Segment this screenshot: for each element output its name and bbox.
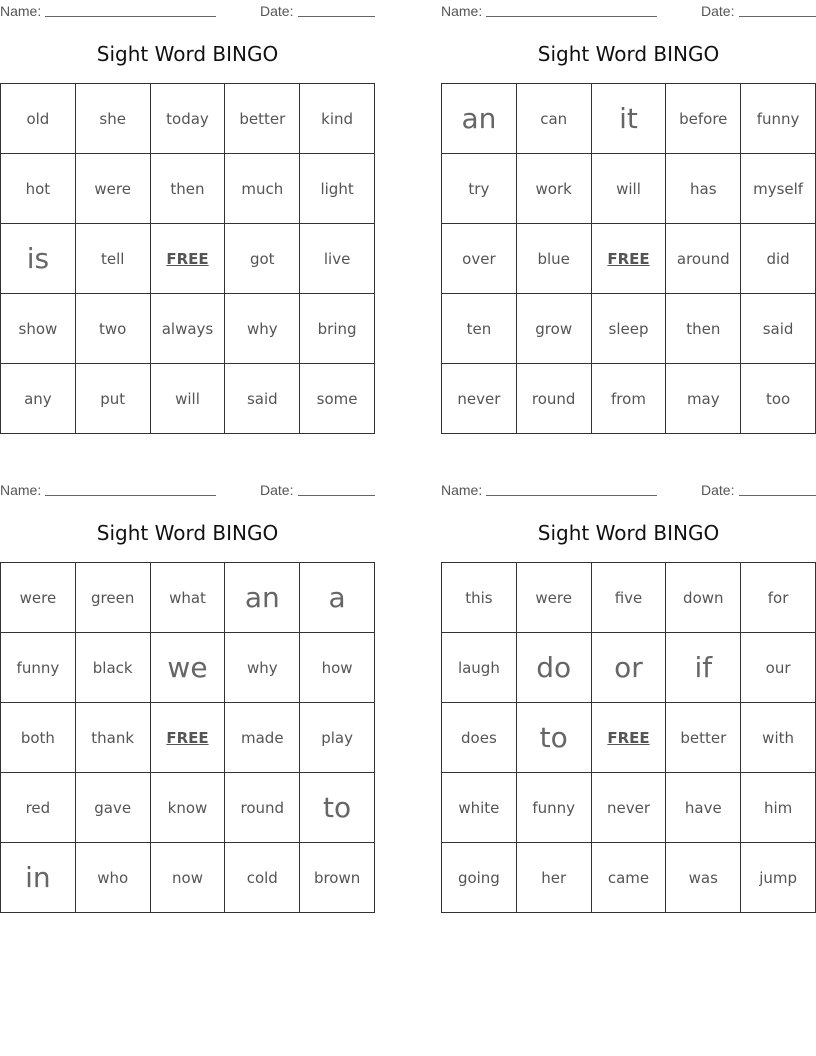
- word-cell: or: [592, 633, 667, 703]
- word-cell: funny: [1, 633, 76, 703]
- word-cell: why: [225, 294, 300, 364]
- word-cell: two: [76, 294, 151, 364]
- word-cell: then: [666, 294, 741, 364]
- name-date-row: [0, 0, 375, 22]
- free-space-cell: FREE: [592, 703, 667, 773]
- word-cell: blue: [517, 224, 592, 294]
- word-cell: our: [741, 633, 816, 703]
- word-cell: jump: [741, 843, 816, 913]
- word-cell: her: [517, 843, 592, 913]
- word-cell: who: [76, 843, 151, 913]
- word-cell: down: [666, 563, 741, 633]
- word-cell: red: [1, 773, 76, 843]
- word-cell: show: [1, 294, 76, 364]
- word-cell: black: [76, 633, 151, 703]
- word-cell: now: [151, 843, 226, 913]
- word-cell: better: [225, 84, 300, 154]
- bingo-grid: [0, 83, 375, 434]
- free-space-cell: FREE: [151, 224, 226, 294]
- word-cell: kind: [300, 84, 375, 154]
- word-cell: old: [1, 84, 76, 154]
- word-cell: both: [1, 703, 76, 773]
- word-cell: do: [517, 633, 592, 703]
- word-cell: how: [300, 633, 375, 703]
- word-cell: will: [151, 364, 226, 434]
- word-cell: thank: [76, 703, 151, 773]
- word-cell: laugh: [442, 633, 517, 703]
- word-cell: him: [741, 773, 816, 843]
- word-cell: sleep: [592, 294, 667, 364]
- word-cell: it: [592, 84, 667, 154]
- word-cell: put: [76, 364, 151, 434]
- word-cell: green: [76, 563, 151, 633]
- word-cell: some: [300, 364, 375, 434]
- date-label: Date:: [260, 3, 294, 19]
- word-cell: white: [442, 773, 517, 843]
- word-cell: then: [151, 154, 226, 224]
- word-cell: is: [1, 224, 76, 294]
- word-cell: round: [517, 364, 592, 434]
- word-cell: to: [517, 703, 592, 773]
- card-title: Sight Word BINGO: [537, 521, 720, 545]
- free-space-cell: FREE: [592, 224, 667, 294]
- bingo-card: [441, 0, 816, 434]
- name-label: Name:: [0, 3, 42, 19]
- word-cell: with: [741, 703, 816, 773]
- name-blank-line: [45, 495, 216, 496]
- word-cell: were: [76, 154, 151, 224]
- word-cell: have: [666, 773, 741, 843]
- date-blank-line: [298, 495, 375, 496]
- word-cell: can: [517, 84, 592, 154]
- word-cell: will: [592, 154, 667, 224]
- word-cell: in: [1, 843, 76, 913]
- date-label: Date:: [260, 482, 294, 498]
- word-cell: before: [666, 84, 741, 154]
- name-blank-line: [486, 495, 657, 496]
- word-cell: funny: [517, 773, 592, 843]
- word-cell: why: [225, 633, 300, 703]
- word-cell: may: [666, 364, 741, 434]
- word-cell: came: [592, 843, 667, 913]
- word-cell: gave: [76, 773, 151, 843]
- name-label: Name:: [0, 482, 42, 498]
- word-cell: myself: [741, 154, 816, 224]
- word-cell: tell: [76, 224, 151, 294]
- word-cell: said: [225, 364, 300, 434]
- word-cell: light: [300, 154, 375, 224]
- word-cell: work: [517, 154, 592, 224]
- word-cell: said: [741, 294, 816, 364]
- card-title: Sight Word BINGO: [96, 521, 279, 545]
- word-cell: know: [151, 773, 226, 843]
- word-cell: from: [592, 364, 667, 434]
- bingo-grid: [0, 562, 375, 913]
- word-cell: she: [76, 84, 151, 154]
- date-label: Date:: [701, 482, 735, 498]
- word-cell: hot: [1, 154, 76, 224]
- word-cell: always: [151, 294, 226, 364]
- word-cell: for: [741, 563, 816, 633]
- bingo-card: [441, 479, 816, 913]
- word-cell: were: [517, 563, 592, 633]
- word-cell: we: [151, 633, 226, 703]
- word-cell: live: [300, 224, 375, 294]
- word-cell: bring: [300, 294, 375, 364]
- date-blank-line: [739, 16, 816, 17]
- name-label: Name:: [441, 482, 483, 498]
- word-cell: brown: [300, 843, 375, 913]
- word-cell: cold: [225, 843, 300, 913]
- word-cell: funny: [741, 84, 816, 154]
- bingo-grid: [441, 83, 816, 434]
- word-cell: round: [225, 773, 300, 843]
- word-cell: if: [666, 633, 741, 703]
- word-cell: better: [666, 703, 741, 773]
- card-title: Sight Word BINGO: [537, 42, 720, 66]
- word-cell: were: [1, 563, 76, 633]
- name-date-row: [441, 0, 816, 22]
- bingo-card: [0, 479, 375, 913]
- word-cell: did: [741, 224, 816, 294]
- name-blank-line: [45, 16, 216, 17]
- word-cell: grow: [517, 294, 592, 364]
- bingo-card: [0, 0, 375, 434]
- word-cell: an: [442, 84, 517, 154]
- card-title: Sight Word BINGO: [96, 42, 279, 66]
- word-cell: any: [1, 364, 76, 434]
- name-blank-line: [486, 16, 657, 17]
- date-blank-line: [739, 495, 816, 496]
- word-cell: around: [666, 224, 741, 294]
- word-cell: to: [300, 773, 375, 843]
- name-date-row: [441, 479, 816, 501]
- word-cell: going: [442, 843, 517, 913]
- word-cell: too: [741, 364, 816, 434]
- word-cell: an: [225, 563, 300, 633]
- word-cell: a: [300, 563, 375, 633]
- word-cell: try: [442, 154, 517, 224]
- word-cell: play: [300, 703, 375, 773]
- date-blank-line: [298, 16, 375, 17]
- word-cell: today: [151, 84, 226, 154]
- word-cell: over: [442, 224, 517, 294]
- word-cell: does: [442, 703, 517, 773]
- word-cell: never: [592, 773, 667, 843]
- word-cell: what: [151, 563, 226, 633]
- word-cell: ten: [442, 294, 517, 364]
- word-cell: this: [442, 563, 517, 633]
- name-label: Name:: [441, 3, 483, 19]
- word-cell: was: [666, 843, 741, 913]
- date-label: Date:: [701, 3, 735, 19]
- word-cell: has: [666, 154, 741, 224]
- bingo-grid: [441, 562, 816, 913]
- word-cell: got: [225, 224, 300, 294]
- name-date-row: [0, 479, 375, 501]
- word-cell: much: [225, 154, 300, 224]
- word-cell: five: [592, 563, 667, 633]
- word-cell: made: [225, 703, 300, 773]
- free-space-cell: FREE: [151, 703, 226, 773]
- word-cell: never: [442, 364, 517, 434]
